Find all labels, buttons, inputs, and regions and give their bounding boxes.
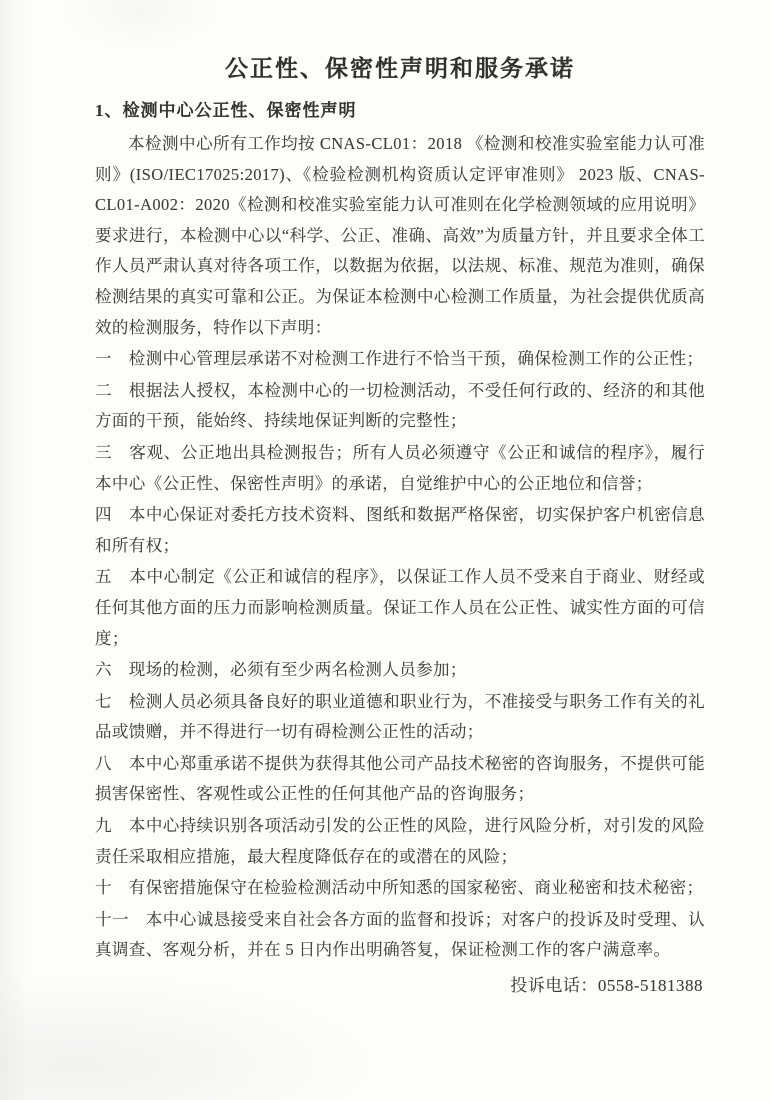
declaration-item-1: 一 检测中心管理层承诺不对检测工作进行不恰当干预，确保检测工作的公正性； <box>95 349 704 369</box>
declaration-item-7: 七 检测人员必须具备良好的职业道德和职业行为，不准接受与职务工作有关的礼品或馈赠，并不得进行一切有碍检测公正性的活动； <box>95 691 705 742</box>
declaration-item-11: 十一 本中心诚恳接受来自社会各方面的监督和投诉；对客户的投诉及时受理、认真调查、客观分析，并在 5 日内作出明确答复，保证检测工作的客户满意率。 <box>95 909 705 960</box>
document-content <box>95 50 705 1002</box>
document-title: 公正性、保密性声明和服务承诺 <box>225 56 575 81</box>
declaration-item-9: 九 本中心持续识别各项活动引发的公正性的风险，进行风险分析，对引发的风险责任采取相应措施，最大程度降低存在的或潜在的风险； <box>95 816 705 866</box>
declaration-item-10: 十 有保密措施保守在检验检测活动中所知悉的国家秘密、商业秘密和技术秘密； <box>95 878 704 898</box>
declaration-item-2: 二 根据法人授权，本检测中心的一切检测活动，不受任何行政的、经济的和其他方面的干预，能始终、持续地保证判断的完整性； <box>95 380 705 431</box>
declaration-item-4: 四 本中心保证对委托方技术资料、图纸和数据严格保密，切实保护客户机密信息和所有权； <box>95 505 705 555</box>
complaint-phone-line: 投诉电话：0558-5181388 <box>510 976 703 996</box>
declaration-item-8: 八 本中心郑重承诺不提供为获得其他公司产品技术秘密的咨询服务，不提供可能损害保密性、客观性或公正性的任何其他产品的咨询服务； <box>95 753 705 804</box>
intro-paragraph: 本检测中心所有工作均按 CNAS-CL01：2018 《检测和校准实验室能力认可准则》(ISO/IEC17025:2017)、《检验检测机构资质认定评审准则》 2023 版、CNAS-CL01-A002：2020《检测和校准实验室能力认可准则在化学检测领域的应用说明》要求进行，本检测中心以“科学、公正、准确、高效”为质量方针，并且要求全体工作人员严肃认真对待各项工作，以数据为依据，以法规、标准、规范为准则，确保检测结果的真实可靠和公正。为保证本检测中心检测工作质量，为社会提供优质高效的检测服务，特作以下声明： <box>95 134 705 337</box>
section-heading: 1、检测中心公正性、保密性声明 <box>95 101 357 120</box>
scan-artifact-top <box>60 0 220 50</box>
scan-artifact-left <box>0 0 34 1100</box>
declaration-item-3: 三 客观、公正地出具检测报告；所有人员必须遵守《公正和诚信的程序》，履行本中心《公正性、保密性声明》的承诺，自觉维护中心的公正地位和信誉； <box>95 442 705 493</box>
declaration-item-6: 六 现场的检测，必须有至少两名检测人员参加； <box>95 660 467 680</box>
declaration-item-5: 五 本中心制定《公正和诚信的程序》，以保证工作人员不受来自于商业、财经或任何其他方面的压力而影响检测质量。保证工作人员在公正性、诚实性方面的可信度； <box>95 567 705 648</box>
